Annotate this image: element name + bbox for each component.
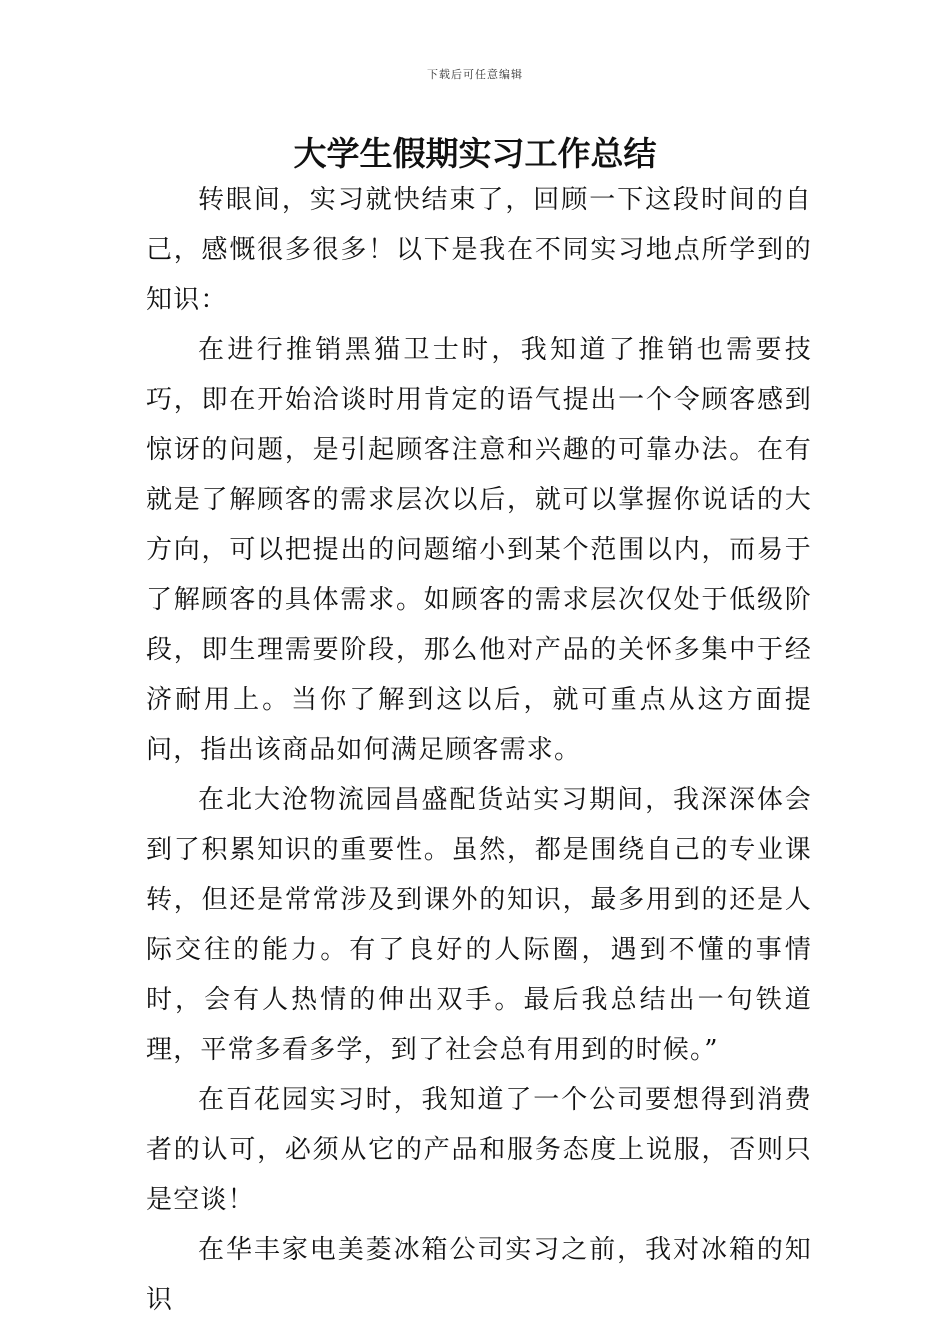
paragraph-logistics: 在北大沧物流园昌盛配货站实习期间，我深深体会到了积累知识的重要性。虽然，都是围绕自己的专业课转，但还是常常涉及到课外的知识，最多用到的还是人际交往的能力。有了良好的人际圈，遇到不懂的事情时，会有人热情的伸出双手。最后我总结出一句铁道理，平常多看多学，到了社会总有用到的时候。” (146, 785, 812, 1065)
paragraph-huafeng: 在华丰家电美菱冰箱公司实习之前，我对冰箱的知识 (146, 1235, 812, 1315)
paragraph-baihuayuan: 在百花园实习时，我知道了一个公司要想得到消费者的认可，必须从它的产品和服务态度上说服，否则只是空谈！ (146, 1085, 812, 1215)
header-note: 下载后可任意编辑 (427, 68, 523, 81)
document-title: 大学生假期实习工作总结 (293, 134, 657, 173)
paragraph-intro: 转眼间，实习就快结束了，回顾一下这段时间的自己，感慨很多很多！以下是我在不同实习地点所学到的知识： (146, 185, 812, 315)
paragraph-sales: 在进行推销黑猫卫士时，我知道了推销也需要技巧，即在开始洽谈时用肯定的语气提出一个令顾客感到惊讶的问题，是引起顾客注意和兴趣的可靠办法。在有就是了解顾客的需求层次以后，就可以掌握你说话的大方向，可以把提出的问题缩小到某个范围以内，而易于了解顾客的具体需求。如顾客的需求层次仅处于低级阶段，即生理需要阶段，那么他对产品的关怀多集中于经济耐用上。当你了解到这以后，就可重点从这方面提问，指出该商品如何满足顾客需求。 (146, 335, 812, 765)
document-body (146, 175, 812, 1325)
